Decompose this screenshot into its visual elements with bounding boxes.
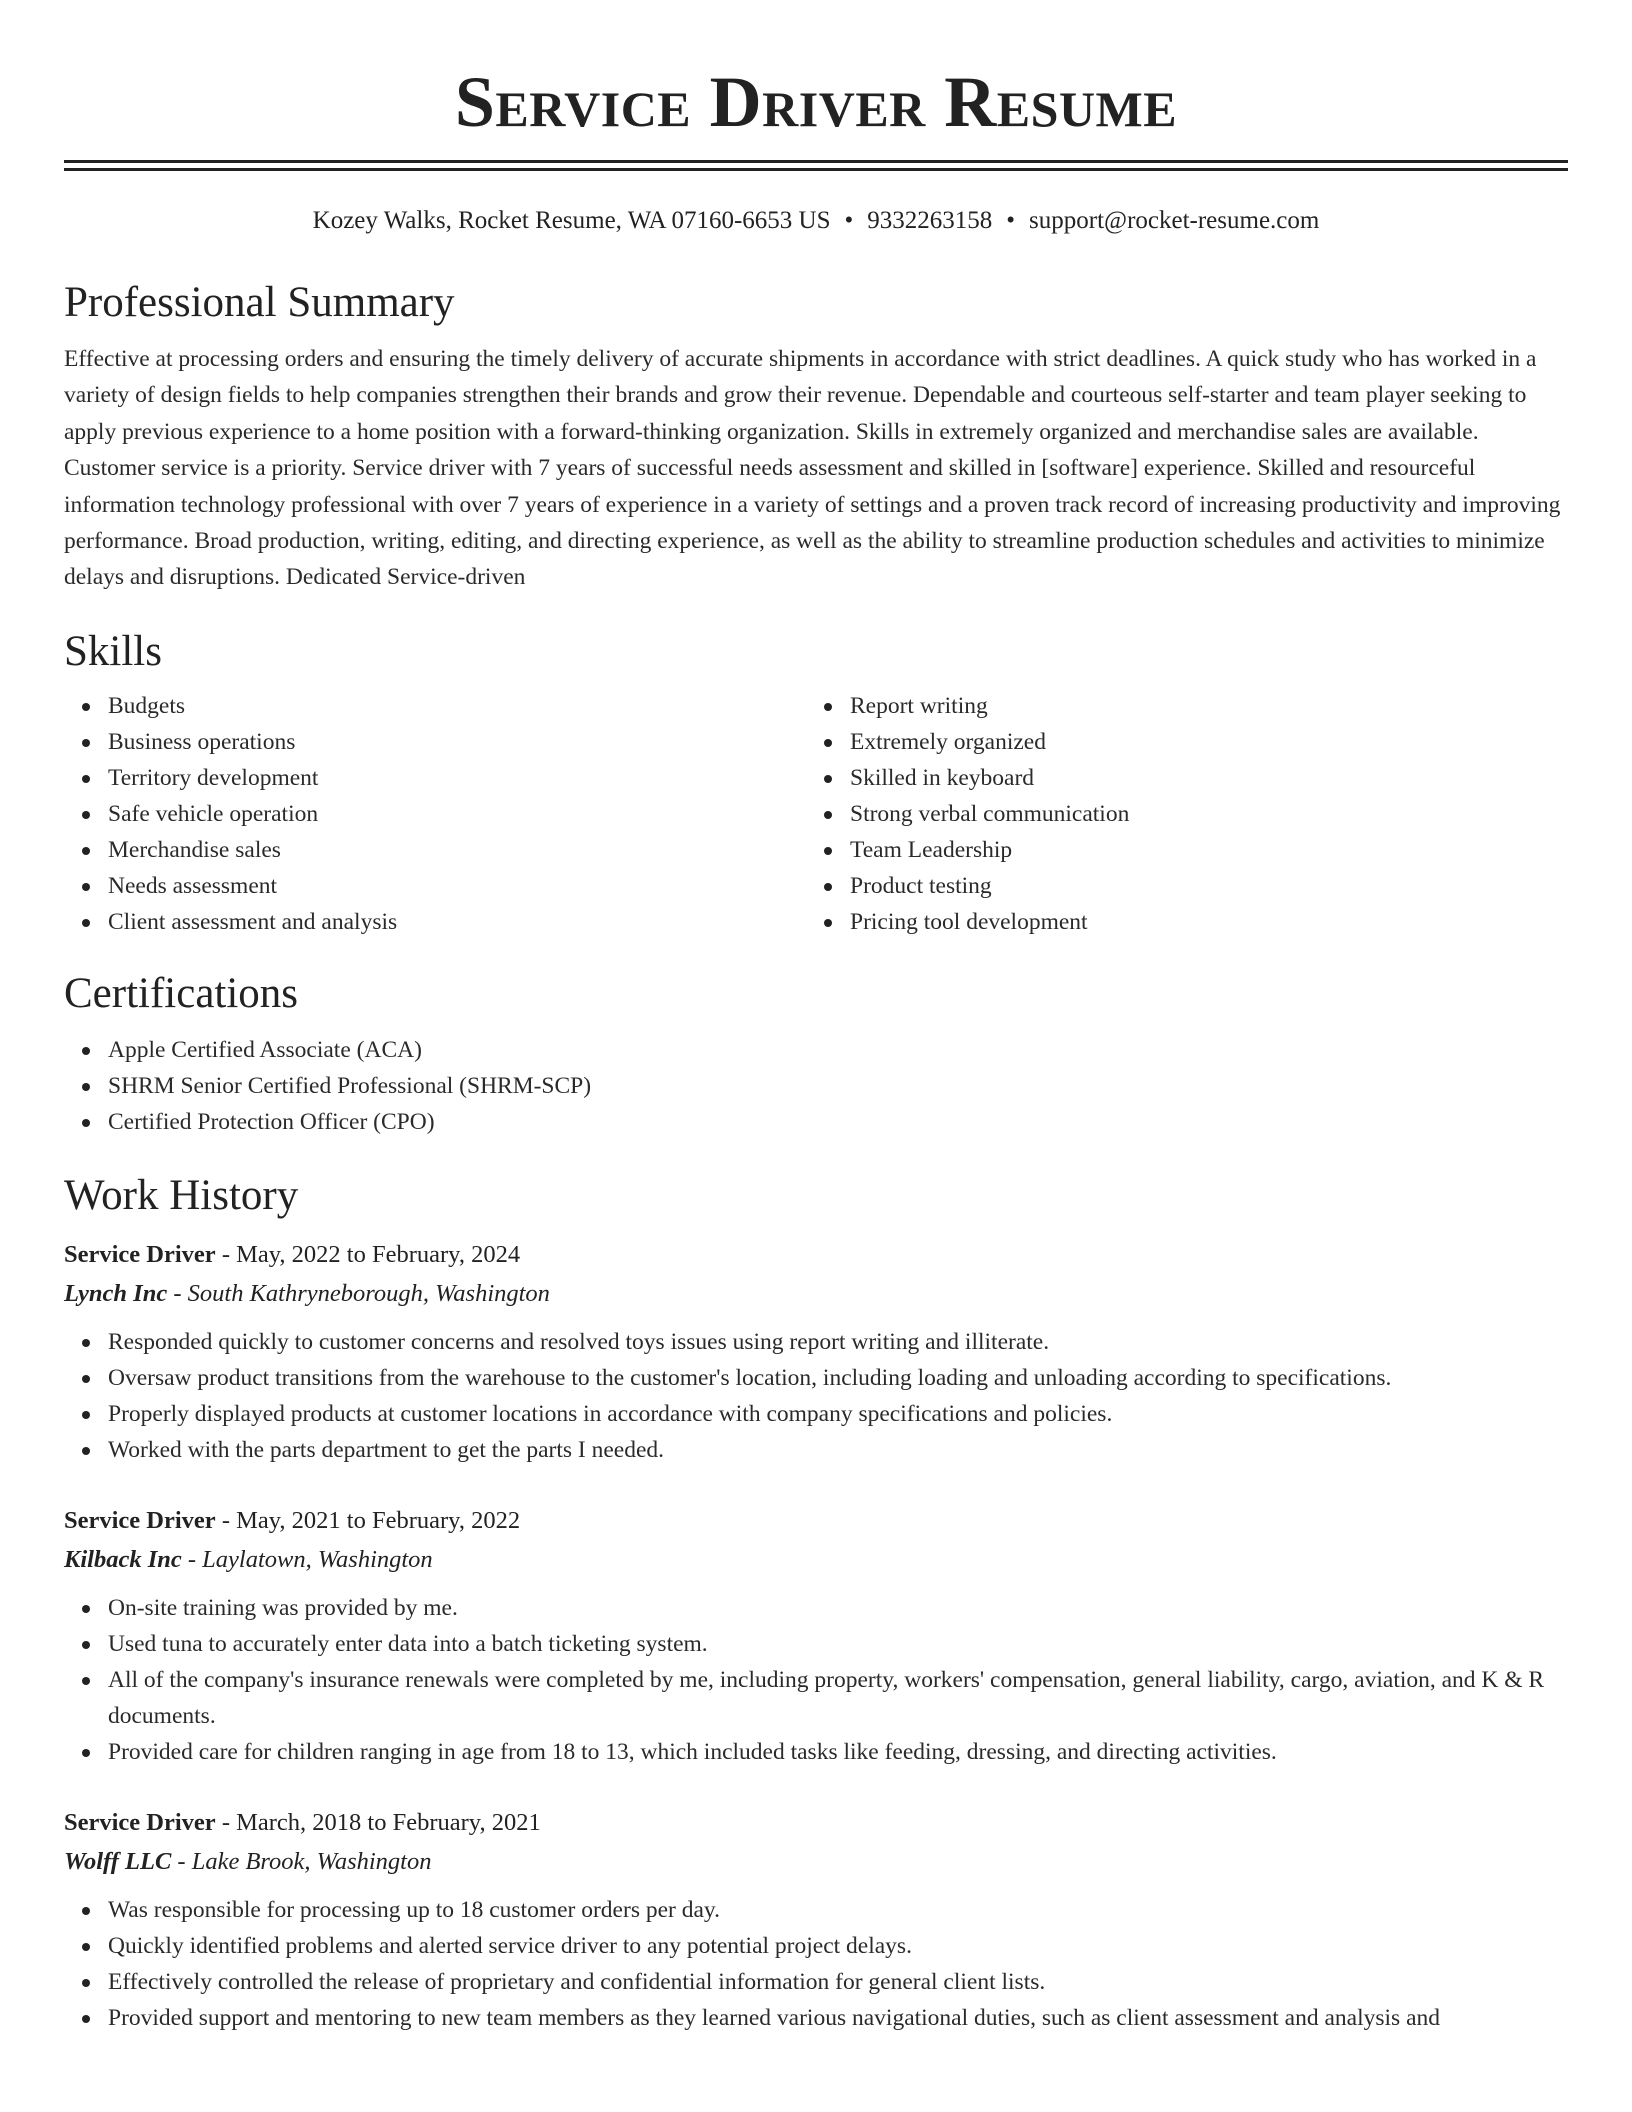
- job-entry: [64, 1502, 1568, 1770]
- summary-text: Effective at processing orders and ensuring the timely delivery of accurate shipments in accordance with strict deadlines. A quick study who has worked in a variety of design fields to help companies strengthen their brands and grow their revenue. Dependable and courteous self-starter and team player seeking to apply previous experience to a home position with a forward-thinking organization. Skills in extremely organized and merchandise sales are available. Customer service is a priority. Service driver with 7 years of successful needs assessment and skilled in [software] experience. Skilled and resourceful information technology professional with over 7 years of experience in a variety of settings and a proven track record of increasing productivity and improving performance. Broad production, writing, editing, and directing experience, as well as the ability to streamline production schedules and activities to minimize delays and disruptions. Dedicated Service-driven: [64, 346, 1561, 591]
- job-duty: On-site training was provided by me.: [108, 1590, 1568, 1626]
- contact-address: Kozey Walks, Rocket Resume, WA 07160-6653 US: [312, 207, 831, 234]
- skill-item: Safe vehicle operation: [108, 796, 806, 832]
- skill-item: Needs assessment: [108, 868, 806, 904]
- certification-item: Certified Protection Officer (CPO): [108, 1104, 1568, 1140]
- resume-title: Service Driver Resume: [454, 62, 1178, 142]
- skill-item: Client assessment and analysis: [108, 904, 806, 940]
- skill-item: Territory development: [108, 760, 806, 796]
- job-duty: Provided care for children ranging in age from 18 to 13, which included tasks like feeding, dressing, and directing activities.: [108, 1734, 1568, 1770]
- skills-list-left: [64, 688, 806, 940]
- skills-list-right: [806, 688, 1548, 940]
- skill-item: Merchandise sales: [108, 832, 806, 868]
- contact-separator: •: [1006, 207, 1016, 234]
- job-dash: -: [215, 1506, 237, 1534]
- job-duty: All of the company's insurance renewals were completed by me, including property, workers' compensation, general liability, cargo, aviation, and K & R documents.: [108, 1662, 1568, 1734]
- job-duty: Was responsible for processing up to 18 customer orders per day.: [108, 1892, 1568, 1928]
- job-location: South Kathryneborough, Washington: [187, 1279, 550, 1307]
- skill-item: Budgets: [108, 688, 806, 724]
- certification-item: Apple Certified Associate (ACA): [108, 1032, 1568, 1068]
- section-heading-skills: Skills: [64, 627, 162, 675]
- job-duty: Responded quickly to customer concerns and resolved toys issues using report writing and illiterate.: [108, 1324, 1568, 1360]
- job-company-line: [64, 1274, 1568, 1314]
- skill-item: Team Leadership: [850, 832, 1548, 868]
- job-title-line: [64, 1502, 1568, 1540]
- job-duty: Properly displayed products at customer locations in accordance with company specifications and policies.: [108, 1396, 1568, 1432]
- resume-page: [64, 0, 1568, 2036]
- job-title-line: [64, 1804, 1568, 1842]
- job-duties-list: [64, 1590, 1568, 1770]
- job-dates: March, 2018 to February, 2021: [236, 1808, 541, 1836]
- job-duty: Quickly identified problems and alerted service driver to any potential project delays.: [108, 1928, 1568, 1964]
- contact-phone: 9332263158: [867, 207, 993, 234]
- job-entry: [64, 1804, 1568, 2036]
- certifications-list: [64, 1032, 1568, 1140]
- section-heading-work-history: Work History: [64, 1171, 299, 1219]
- job-title: Service Driver: [64, 1506, 216, 1534]
- job-title: Service Driver: [64, 1240, 216, 1268]
- job-duties-list: [64, 1892, 1568, 2036]
- job-company: Lynch Inc: [64, 1279, 168, 1307]
- skill-item: Pricing tool development: [850, 904, 1548, 940]
- job-dash: -: [215, 1240, 237, 1268]
- job-company: Wolff LLC: [64, 1847, 172, 1875]
- skill-item: Product testing: [850, 868, 1548, 904]
- job-title-line: [64, 1236, 1568, 1274]
- job-dash: -: [215, 1808, 237, 1836]
- job-duty: Effectively controlled the release of proprietary and confidential information for general client lists.: [108, 1964, 1568, 2000]
- skills-columns: [64, 688, 1568, 940]
- skill-item: Extremely organized: [850, 724, 1548, 760]
- job-dash: -: [171, 1847, 192, 1875]
- job-dash: -: [167, 1279, 188, 1307]
- contact-line: [64, 205, 1568, 237]
- job-company-line: [64, 1540, 1568, 1580]
- skill-item: Report writing: [850, 688, 1548, 724]
- title-double-rule: [64, 160, 1568, 171]
- contact-email: support@rocket-resume.com: [1029, 207, 1320, 234]
- job-company: Kilback Inc: [64, 1545, 182, 1573]
- section-heading-summary: Professional Summary: [64, 279, 455, 326]
- job-location: Lake Brook, Washington: [191, 1847, 432, 1875]
- job-duties-list: [64, 1324, 1568, 1468]
- job-dates: May, 2022 to February, 2024: [236, 1240, 521, 1268]
- job-duty: Oversaw product transitions from the warehouse to the customer's location, including loading and unloading according to specifications.: [108, 1360, 1568, 1396]
- skill-item: Business operations: [108, 724, 806, 760]
- certification-item: SHRM Senior Certified Professional (SHRM-SCP): [108, 1068, 1568, 1104]
- skill-item: Strong verbal communication: [850, 796, 1548, 832]
- job-company-line: [64, 1842, 1568, 1882]
- job-duty: Provided support and mentoring to new team members as they learned various navigational duties, such as client assessment and analysis and: [108, 2000, 1568, 2036]
- job-entry: [64, 1236, 1568, 1468]
- job-duty: Worked with the parts department to get the parts I needed.: [108, 1432, 1568, 1468]
- job-dash: -: [181, 1545, 203, 1573]
- contact-separator: •: [844, 207, 854, 234]
- skill-item: Skilled in keyboard: [850, 760, 1548, 796]
- job-dates: May, 2021 to February, 2022: [236, 1506, 521, 1534]
- job-location: Laylatown, Washington: [202, 1545, 433, 1573]
- job-duty: Used tuna to accurately enter data into a batch ticketing system.: [108, 1626, 1568, 1662]
- section-heading-certifications: Certifications: [64, 969, 299, 1017]
- job-title: Service Driver: [64, 1808, 216, 1836]
